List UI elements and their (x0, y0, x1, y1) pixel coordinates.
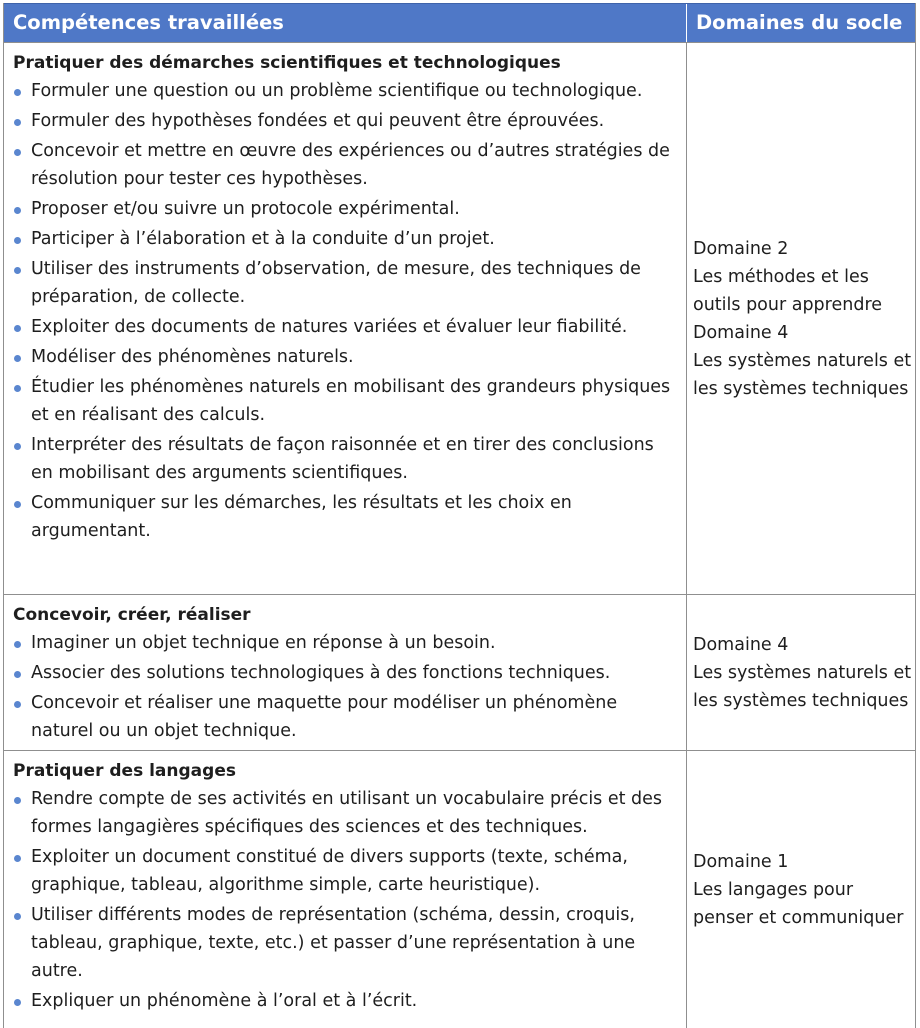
bullet-icon (14, 267, 21, 274)
list-item: Modéliser des phénomènes naturels. (13, 343, 680, 371)
bullet-icon (14, 641, 21, 648)
section-title: Concevoir, créer, réaliser (13, 605, 251, 625)
bullet-icon (14, 237, 21, 244)
table-header (4, 3, 915, 42)
bullet-icon (14, 913, 21, 920)
domains-cell (687, 43, 915, 594)
domain-name: Les systèmes naturels et les systèmes techniques (693, 350, 912, 399)
table-row-languages (4, 750, 915, 1028)
domain-name: Les langages pour penser et communiquer (693, 879, 904, 928)
list-item: Concevoir et mettre en œuvre des expériences ou d’autres stratégies de résolution pour tester ces hypothèses. (13, 137, 680, 193)
domain-name: Les systèmes naturels et les systèmes techniques (693, 662, 912, 711)
bullet-icon (14, 501, 21, 508)
skills-list (13, 785, 680, 1015)
header-skills: Compétences travaillées (4, 4, 687, 42)
skills-list (13, 77, 680, 545)
list-item: Rendre compte de ses activités en utilisant un vocabulaire précis et des formes langagières spécifiques des sciences et des techniques. (13, 785, 680, 841)
bullet-icon (14, 325, 21, 332)
skills-cell (4, 43, 687, 594)
bullet-icon (14, 89, 21, 96)
domain-label: Domaine 4 (693, 634, 789, 655)
skills-table (3, 3, 916, 1028)
section-title: Pratiquer des langages (13, 761, 236, 781)
list-item: Étudier les phénomènes naturels en mobilisant des grandeurs physiques et en réalisant des calculs. (13, 373, 680, 429)
list-item: Concevoir et réaliser une maquette pour modéliser un phénomène naturel ou un objet technique. (13, 689, 680, 745)
bullet-icon (14, 207, 21, 214)
list-item: Formuler une question ou un problème scientifique ou technologique. (13, 77, 680, 105)
skills-cell (4, 595, 687, 750)
domain-label: Domaine 2 (693, 238, 789, 259)
list-item: Utiliser différents modes de représentation (schéma, dessin, croquis, tableau, graphique, texte, etc.) et passer d’une représentation à une autre. (13, 901, 680, 985)
list-item: Proposer et/ou suivre un protocole expérimental. (13, 195, 680, 223)
list-item: Communiquer sur les démarches, les résultats et les choix en argumentant. (13, 489, 680, 545)
domain-label: Domaine 4 (693, 322, 789, 343)
domain-name: Les méthodes et les outils pour apprendre (693, 266, 883, 315)
domains-cell (687, 595, 915, 750)
bullet-icon (14, 999, 21, 1006)
bullet-icon (14, 797, 21, 804)
domains-cell (687, 751, 915, 1028)
bullet-icon (14, 855, 21, 862)
bullet-icon (14, 671, 21, 678)
list-item: Associer des solutions technologiques à des fonctions techniques. (13, 659, 680, 687)
bullet-icon (14, 385, 21, 392)
bullet-icon (14, 119, 21, 126)
section-title: Pratiquer des démarches scientifiques et technologiques (13, 53, 561, 73)
header-domains: Domaines du socle (696, 11, 903, 34)
table-row-practices (4, 42, 915, 594)
list-item: Expliquer un phénomène à l’oral et à l’écrit. (13, 987, 680, 1015)
skills-list (13, 629, 680, 745)
list-item: Participer à l’élaboration et à la conduite d’un projet. (13, 225, 680, 253)
list-item: Exploiter un document constitué de divers supports (texte, schéma, graphique, tableau, algorithme simple, carte heuristique). (13, 843, 680, 899)
list-item: Formuler des hypothèses fondées et qui peuvent être éprouvées. (13, 107, 680, 135)
domain-label: Domaine 1 (693, 851, 789, 872)
list-item: Utiliser des instruments d’observation, de mesure, des techniques de préparation, de collecte. (13, 255, 680, 311)
bullet-icon (14, 355, 21, 362)
list-item: Exploiter des documents de natures variées et évaluer leur fiabilité. (13, 313, 680, 341)
table-row-design (4, 594, 915, 750)
list-item: Imaginer un objet technique en réponse à un besoin. (13, 629, 680, 657)
bullet-icon (14, 701, 21, 708)
skills-cell (4, 751, 687, 1028)
list-item: Interpréter des résultats de façon raisonnée et en tirer des conclusions en mobilisant des arguments scientifiques. (13, 431, 680, 487)
bullet-icon (14, 149, 21, 156)
bullet-icon (14, 443, 21, 450)
